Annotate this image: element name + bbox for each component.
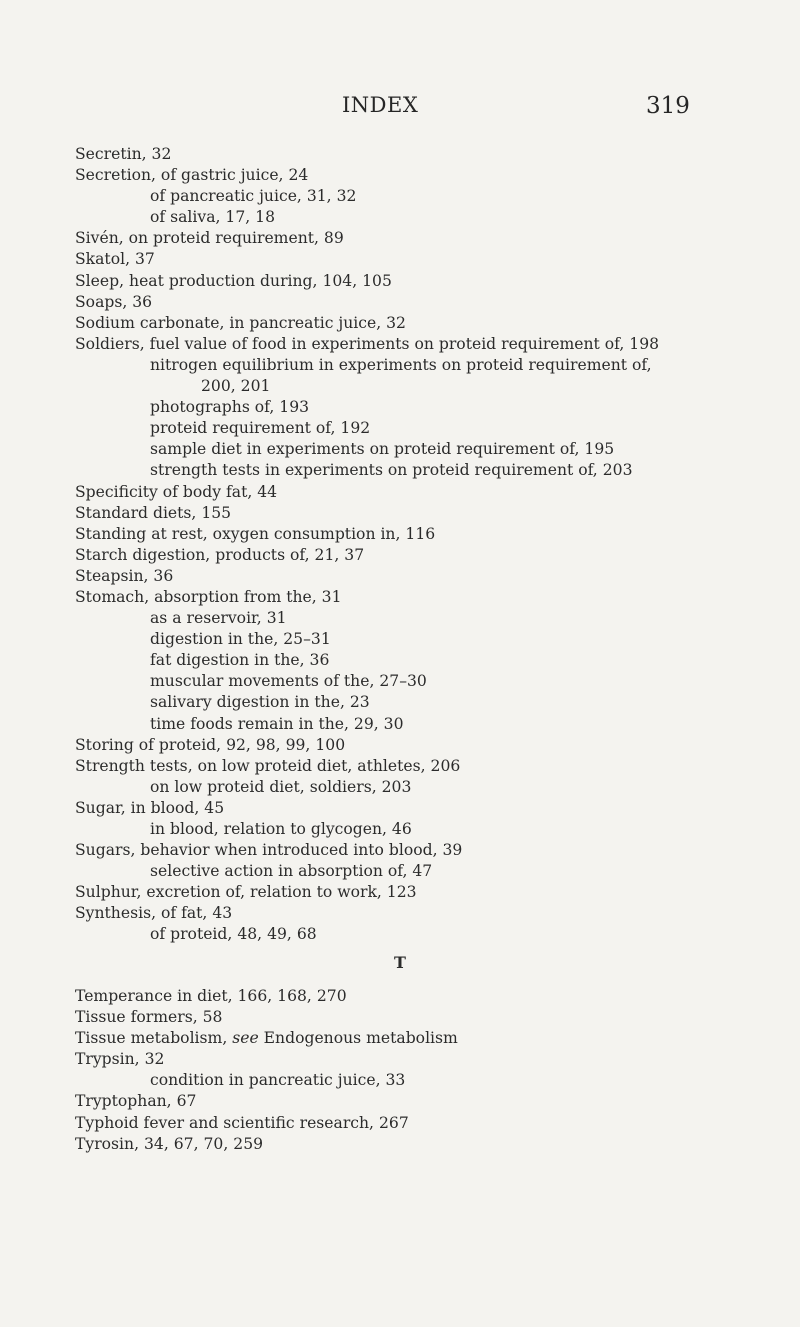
index-subentry: nitrogen equilibrium in experiments on proteid requirement of, <box>150 355 652 374</box>
page-title: INDEX <box>342 93 419 117</box>
index-subentry: time foods remain in the, 29, 30 <box>150 714 404 733</box>
page-number: 319 <box>646 93 690 119</box>
index-section-t <box>75 986 775 1155</box>
index-subentry: strength tests in experiments on proteid requirement of, 203 <box>150 461 633 480</box>
index-subentry: photographs of, 193 <box>150 398 310 417</box>
index-entry: Sugar, in blood, 45 <box>75 798 225 817</box>
index-entry: Temperance in diet, 166, 168, 270 <box>75 987 347 1005</box>
index-entry: Sulphur, excretion of, relation to work, 123 <box>75 883 417 902</box>
index-subentry: of proteid, 48, 49, 68 <box>150 925 317 944</box>
index-subentry: muscular movements of the, 27–30 <box>150 672 427 691</box>
index-entry: Synthesis, of fat, 43 <box>75 904 233 923</box>
index-subentry: condition in pancreatic juice, 33 <box>150 1071 406 1090</box>
index-entry: Standing at rest, oxygen consumption in, 116 <box>75 524 436 543</box>
index-entry: Secretion, of gastric juice, 24 <box>75 166 309 185</box>
index-entry: Sodium carbonate, in pancreatic juice, 32 <box>75 313 406 332</box>
index-subentry: as a reservoir, 31 <box>150 609 287 628</box>
index-subentry: in blood, relation to glycogen, 46 <box>150 820 412 838</box>
page-header <box>0 93 800 123</box>
index-subentry: on low proteid diet, soldiers, 203 <box>150 777 412 796</box>
entry-see-reference: see <box>232 1029 259 1048</box>
index-entry: Tryptophan, 67 <box>75 1092 197 1111</box>
index-entry: Sugars, behavior when introduced into blood, 39 <box>75 841 463 860</box>
index-entry: Sivén, on proteid requirement, 89 <box>75 229 344 248</box>
index-subentry: fat digestion in the, 36 <box>150 651 330 670</box>
index-section-s <box>75 144 775 946</box>
index-entry: Specificity of body fat, 44 <box>75 482 278 501</box>
index-entry: Tyrosin, 34, 67, 70, 259 <box>75 1134 264 1153</box>
index-subentry: proteid requirement of, 192 <box>150 419 371 438</box>
index-entry: Tissue formers, 58 <box>75 1008 223 1027</box>
section-heading-t: T <box>394 953 406 972</box>
index-entry: Stomach, absorption from the, 31 <box>75 587 342 606</box>
entry-text-rest: Endogenous metabolism <box>258 1029 458 1048</box>
index-entry: Skatol, 37 <box>75 250 155 269</box>
entry-text: Tissue metabolism, <box>75 1029 233 1048</box>
index-subentry: sample diet in experiments on proteid requirement of, 195 <box>150 440 615 459</box>
index-subentry: salivary digestion in the, 23 <box>150 693 370 712</box>
index-subentry: selective action in absorption of, 47 <box>150 862 433 881</box>
index-subentry: of saliva, 17, 18 <box>150 208 276 227</box>
index-entry: Soaps, 36 <box>75 292 153 311</box>
index-entry: Steapsin, 36 <box>75 566 174 585</box>
index-entry: Storing of proteid, 92, 98, 99, 100 <box>75 735 346 754</box>
index-entry: Secretin, 32 <box>75 145 172 163</box>
index-subentry: 200, 201 <box>201 377 271 396</box>
index-entry: Sleep, heat production during, 104, 105 <box>75 271 392 290</box>
index-entry: Strength tests, on low proteid diet, athletes, 206 <box>75 756 461 775</box>
index-subentry: of pancreatic juice, 31, 32 <box>150 187 357 206</box>
index-entry: Starch digestion, products of, 21, 37 <box>75 545 365 564</box>
index-subentry: digestion in the, 25–31 <box>150 630 331 649</box>
index-entry: Trypsin, 32 <box>75 1050 165 1069</box>
index-entry <box>75 1028 775 1049</box>
index-entry: Standard diets, 155 <box>75 503 232 522</box>
index-entry: Typhoid fever and scientific research, 267 <box>75 1113 409 1132</box>
index-entry: Soldiers, fuel value of food in experiments on proteid requirement of, 198 <box>75 334 660 353</box>
